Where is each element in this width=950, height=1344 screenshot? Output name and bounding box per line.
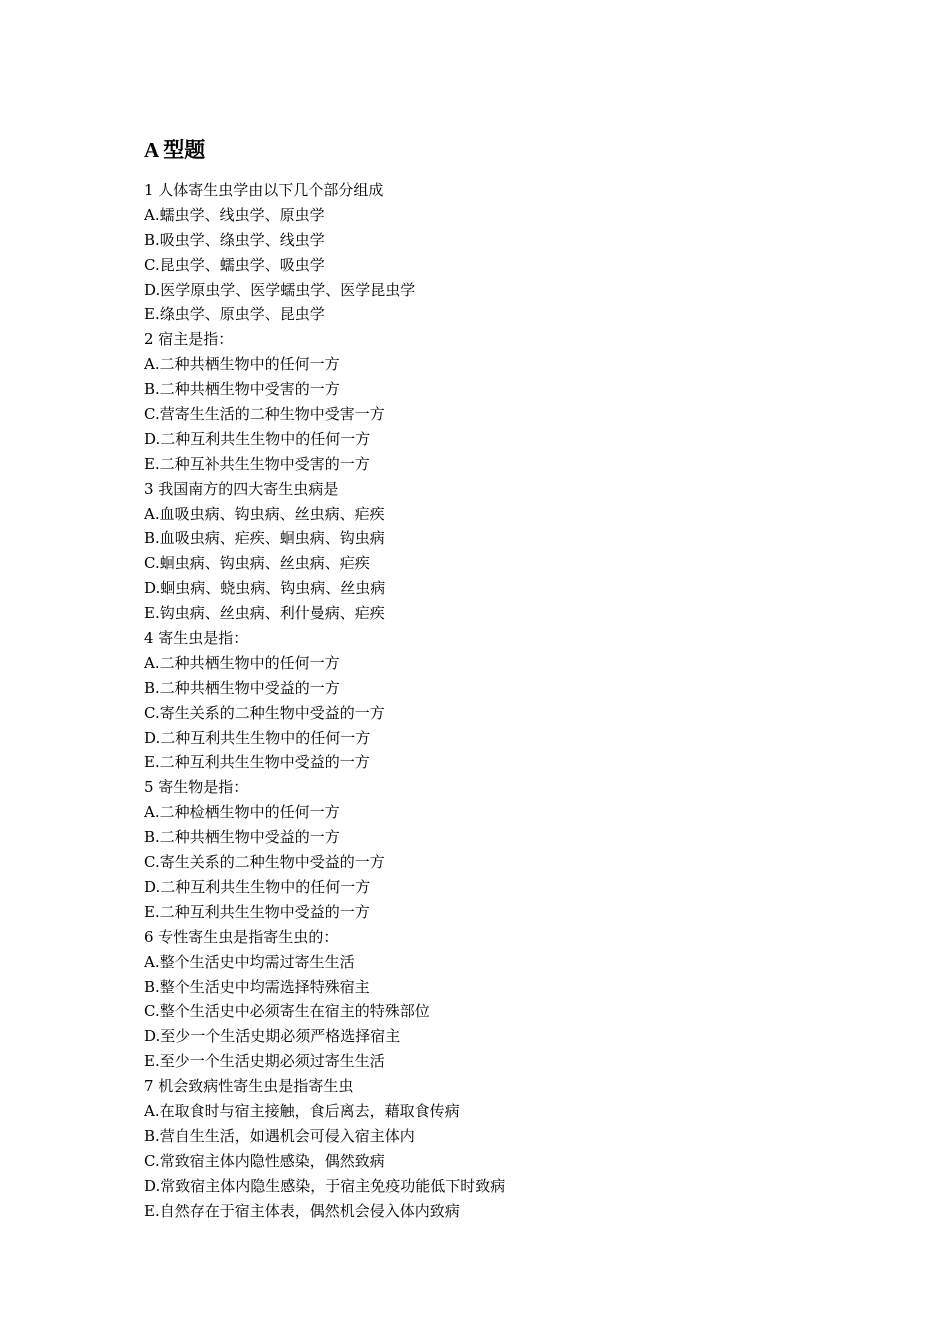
answer-option: C.蛔虫病、钩虫病、丝虫病、疟疾	[144, 554, 370, 573]
question-stem: 5 寄生物是指：	[144, 778, 249, 797]
answer-option: C.常致宿主体内隐性感染，偶然致病	[144, 1151, 385, 1170]
answer-option: B.二种共栖生物中受害的一方	[144, 380, 340, 399]
question-block	[144, 626, 844, 775]
answer-option: A.二种共栖生物中的任何一方	[144, 653, 340, 672]
question-stem: 7 机会致病性寄生虫是指寄生虫	[144, 1077, 354, 1096]
question-block	[144, 477, 844, 626]
question-block	[144, 1074, 844, 1223]
answer-option: C.寄生关系的二种生物中受益的一方	[144, 703, 385, 722]
document-page	[144, 136, 844, 1223]
answer-option: A.蠕虫学、线虫学、原虫学	[144, 205, 325, 224]
answer-option: E.自然存在于宿主体表，偶然机会侵入体内致病	[144, 1201, 460, 1220]
section-title: A 型题	[144, 138, 206, 162]
answer-option: A.整个生活史中均需过寄生生活	[144, 952, 355, 971]
answer-option: E.绦虫学、原虫学、昆虫学	[144, 305, 325, 324]
answer-option: D.常致宿主体内隐生感染，于宿主免疫功能低下时致病	[144, 1176, 506, 1195]
answer-option: B.整个生活史中均需选择特殊宿主	[144, 977, 370, 996]
answer-option: E.二种互利共生生物中受益的一方	[144, 902, 370, 921]
answer-option: C.营寄生生活的二种生物中受害一方	[144, 405, 385, 424]
question-block	[144, 178, 844, 327]
answer-option: C.寄生关系的二种生物中受益的一方	[144, 853, 385, 872]
answer-option: B.二种共栖生物中受益的一方	[144, 678, 340, 697]
question-stem: 6 专性寄生虫是指寄生虫的：	[144, 927, 339, 946]
question-list	[144, 178, 844, 1223]
answer-option: B.营自生生活，如遇机会可侵入宿主体内	[144, 1126, 415, 1145]
answer-option: E.二种互利共生生物中受益的一方	[144, 753, 370, 772]
answer-option: B.血吸虫病、疟疾、蛔虫病、钩虫病	[144, 529, 385, 548]
answer-option: D.至少一个生活史期必须严格选择宿主	[144, 1027, 401, 1046]
answer-option: C.整个生活史中必须寄生在宿主的特殊部位	[144, 1002, 430, 1021]
question-stem: 2 宿主是指：	[144, 330, 234, 349]
answer-option: B.二种共栖生物中受益的一方	[144, 828, 340, 847]
answer-option: D.二种互利共生生物中的任何一方	[144, 429, 371, 448]
answer-option: D.二种互利共生生物中的任何一方	[144, 877, 371, 896]
question-stem: 1 人体寄生虫学由以下几个部分组成	[144, 181, 384, 199]
question-stem: 3 我国南方的四大寄生虫病是	[144, 479, 339, 498]
question-block	[144, 925, 844, 1074]
answer-option: A.血吸虫病、钩虫病、丝虫病、疟疾	[144, 504, 385, 523]
answer-option: E.至少一个生活史期必须过寄生生活	[144, 1052, 385, 1071]
answer-option: E.二种互补共生生物中受害的一方	[144, 454, 370, 473]
answer-option: A.二种共栖生物中的任何一方	[144, 355, 340, 374]
answer-option: E.钩虫病、丝虫病、利什曼病、疟疾	[144, 604, 385, 623]
answer-option: B.吸虫学、绦虫学、线虫学	[144, 230, 325, 249]
answer-option: C.昆虫学、蠕虫学、吸虫学	[144, 255, 325, 274]
answer-option: D.蛔虫病、蛲虫病、钩虫病、丝虫病	[144, 579, 386, 598]
answer-option: A.在取食时与宿主接触，食后离去，藉取食传病	[144, 1101, 460, 1120]
answer-option: D.二种互利共生生物中的任何一方	[144, 728, 371, 747]
answer-option: D.医学原虫学、医学蠕虫学、医学昆虫学	[144, 280, 416, 299]
answer-option: A.二种检栖生物中的任何一方	[144, 803, 340, 822]
question-block	[144, 775, 844, 924]
question-stem: 4 寄生虫是指：	[144, 629, 249, 648]
question-block	[144, 327, 844, 476]
